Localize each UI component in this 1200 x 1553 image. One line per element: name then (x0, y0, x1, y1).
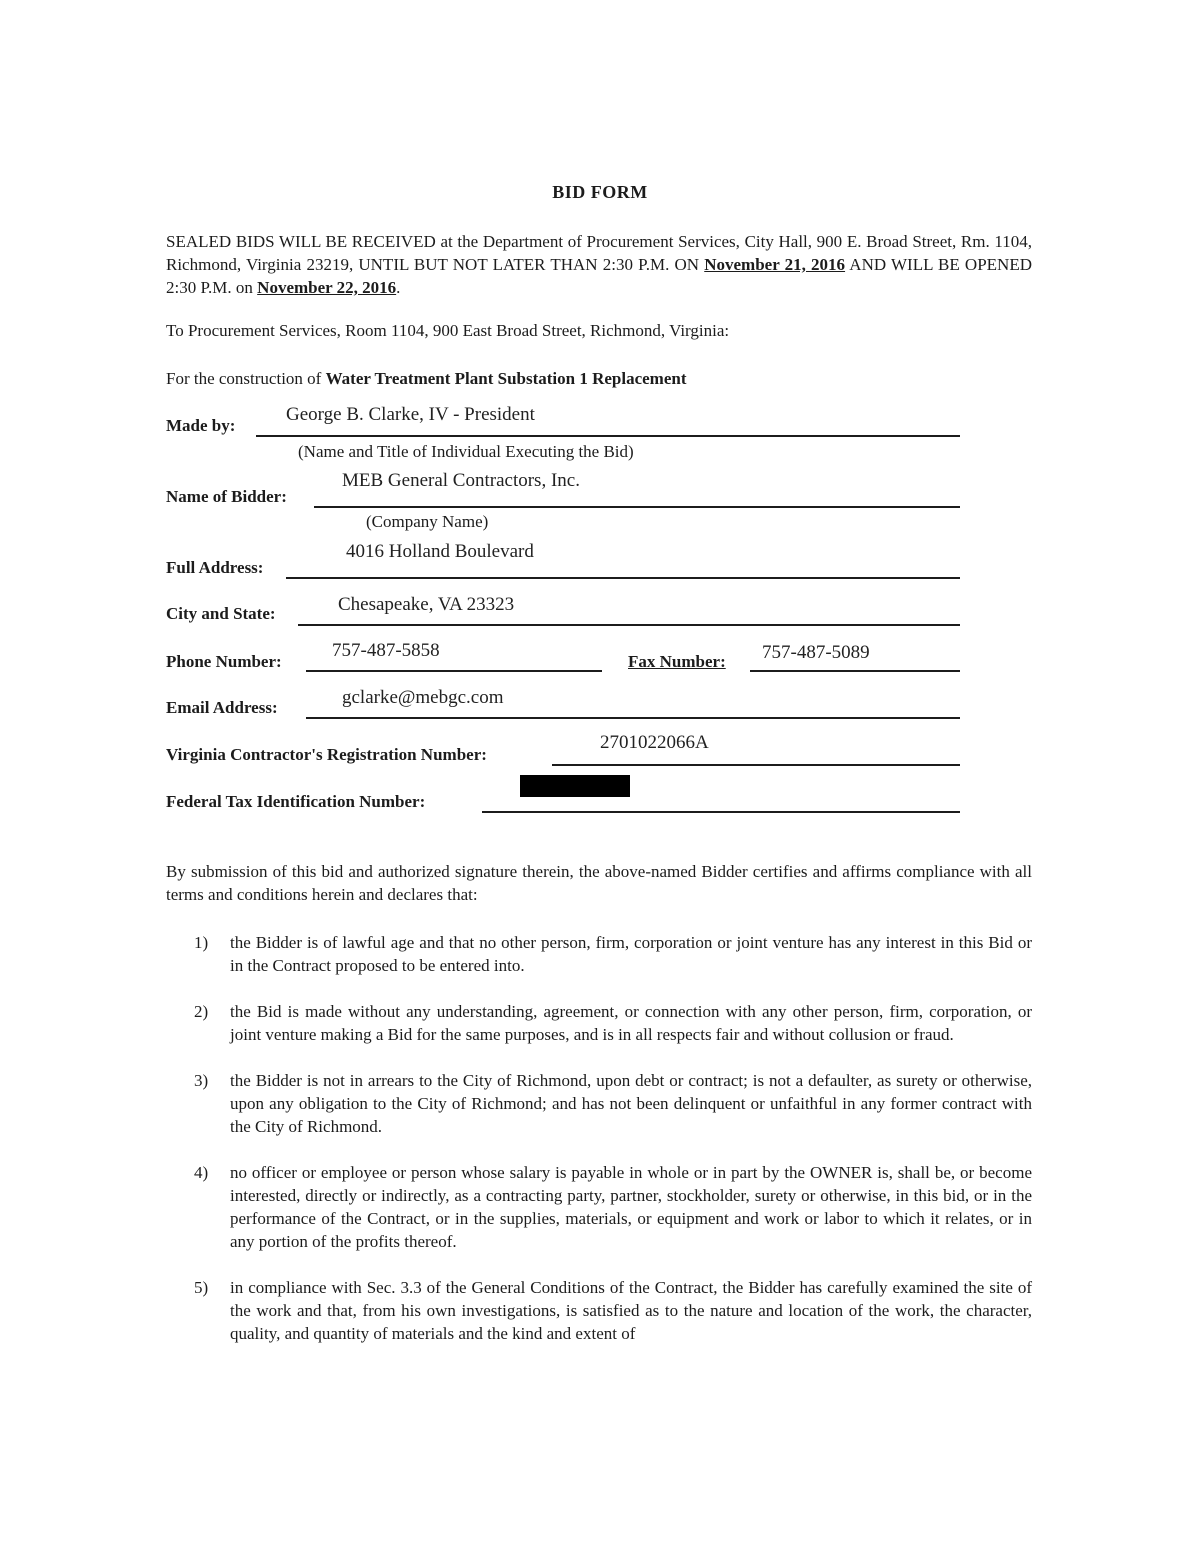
phone-label: Phone Number: (166, 652, 282, 671)
registration-label: Virginia Contractor's Registration Number: (166, 745, 487, 764)
item-number: 1) (194, 933, 209, 952)
item-number: 3) (194, 1071, 209, 1090)
registration-rule (552, 764, 960, 766)
construction-prefix: For the construction of (166, 369, 326, 388)
opening-date: November 22, 2016 (257, 278, 397, 297)
fax-rule (750, 670, 960, 672)
list-item (166, 1161, 1032, 1253)
made-by-label: Made by: (166, 416, 236, 435)
item-number: 2) (194, 1002, 209, 1021)
phone-rule (306, 670, 602, 672)
fax-label: Fax Number: (628, 652, 726, 671)
item-text: no officer or employee or person whose salary is payable in whole or in part by the OWNER is, shall be, or become interested, directly or indirectly, as a contracting party, partner, stockholder, surety or otherwise, in this bid, or in the performance of the Contract, or in the supplies, materials, or equipment and work or labor to which it relates, or in any portion of the profits thereof. (230, 1163, 1032, 1251)
address-value[interactable]: 4016 Holland Boulevard (346, 541, 534, 562)
item-text: the Bid is made without any understanding, agreement, or connection with any other person, firm, corporation, or joint venture making a Bid for the same purposes, and is in all respects fair and without collusion or fraud. (230, 1002, 1032, 1044)
construction-line (166, 369, 687, 389)
list-item (166, 1069, 1032, 1138)
page-title: BID FORM (552, 182, 648, 202)
tax-id-rule (482, 811, 960, 813)
tax-id-label: Federal Tax Identification Number: (166, 792, 426, 811)
list-item (166, 1276, 1032, 1345)
deadline-date: November 21, 2016 (704, 255, 846, 274)
bidder-label: Name of Bidder: (166, 487, 287, 506)
item-number: 4) (194, 1163, 209, 1182)
registration-value[interactable]: 2701022066A (600, 732, 709, 753)
certification-paragraph: By submission of this bid and authorized signature therein, the above-named Bidder certifies and affirms compliance with all terms and conditions herein and declares that: (166, 862, 1032, 904)
made-by-caption: (Name and Title of Individual Executing the Bid) (298, 442, 634, 461)
addressee-line: To Procurement Services, Room 1104, 900 East Broad Street, Richmond, Virginia: (166, 321, 730, 340)
bidder-caption: (Company Name) (366, 512, 489, 531)
fax-value[interactable]: 757-487-5089 (762, 642, 870, 663)
email-rule (306, 717, 960, 719)
project-name: Water Treatment Plant Substation 1 Replacement (325, 369, 687, 388)
item-text: the Bidder is of lawful age and that no other person, firm, corporation or joint venture has any interest in this Bid or in the Contract proposed to be entered into. (230, 933, 1032, 975)
phone-value[interactable]: 757-487-5858 (332, 640, 440, 661)
address-rule (286, 577, 960, 579)
bidder-value[interactable]: MEB General Contractors, Inc. (342, 470, 580, 491)
list-item (166, 1000, 1032, 1046)
address-label: Full Address: (166, 558, 264, 577)
email-value[interactable]: gclarke@mebgc.com (342, 687, 504, 708)
intro-text-3: . (396, 278, 401, 297)
item-number: 5) (194, 1278, 209, 1297)
bidder-rule (314, 506, 960, 508)
item-text: the Bidder is not in arrears to the City of Richmond, upon debt or contract; is not a defaulter, as surety or otherwise, upon any obligation to the City of Richmond; and has not been delinquent or unfaithful in any former contract with the City of Richmond. (230, 1071, 1032, 1136)
intro-text-1: SEALED BIDS WILL BE RECEIVED at the Department of Procurement Services, City Hall, 900 E. Broad Street, Rm. 1104, Richmond, Virginia 23219, UNTIL BUT NOT LATER THAN 2:30 P.M. ON (166, 232, 1032, 274)
city-state-value[interactable]: Chesapeake, VA 23323 (338, 594, 515, 615)
intro-text-2: AND WILL BE OPENED 2:30 P.M. on (166, 255, 1032, 297)
intro-paragraph (166, 230, 1032, 299)
redaction-block (520, 775, 630, 797)
made-by-value[interactable]: George B. Clarke, IV - President (286, 404, 535, 425)
list-item (166, 931, 1032, 977)
item-text: in compliance with Sec. 3.3 of the General Conditions of the Contract, the Bidder has carefully examined the site of the work and that, from his own investigations, is satisfied as to the nature and location of the work, the character, quality, and quantity of materials and the kind and extent of (230, 1278, 1032, 1343)
declarations-list (166, 931, 1032, 1345)
city-state-rule (298, 624, 960, 626)
email-label: Email Address: (166, 698, 278, 717)
made-by-rule (256, 435, 960, 437)
city-state-label: City and State: (166, 604, 276, 623)
